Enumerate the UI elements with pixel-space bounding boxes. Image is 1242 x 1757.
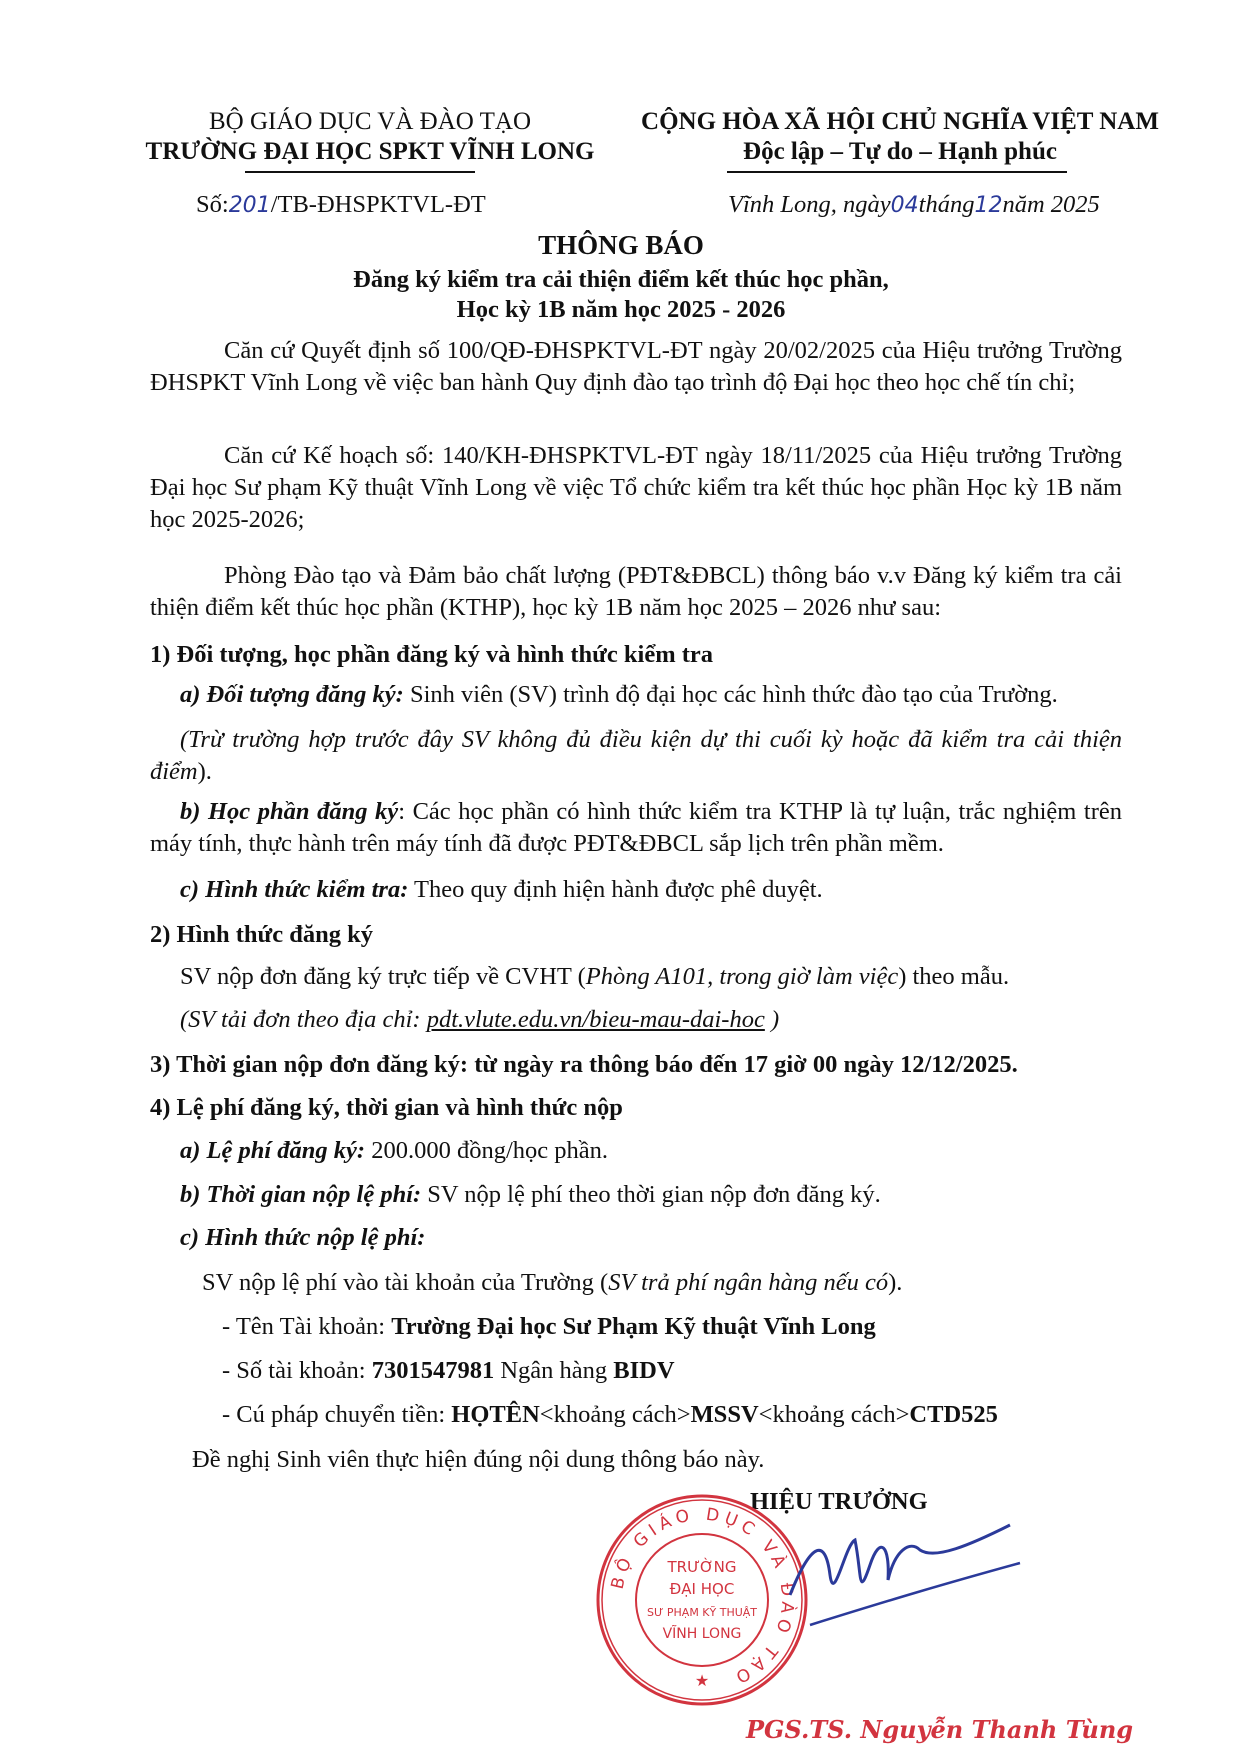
syntax-fullname: HỌTÊN xyxy=(451,1401,540,1428)
country-name: CỘNG HÒA XÃ HỘI CHỦ NGHĨA VIỆT NAM xyxy=(641,108,1159,135)
notice-subtitle-1: Đăng ký kiểm tra cải thiện điểm kết thúc học phần, xyxy=(353,266,889,293)
section-4a-label: a) Lệ phí đăng ký: xyxy=(180,1137,366,1164)
section-1-heading: 1) Đối tượng, học phần đăng ký và hình thức kiểm tra xyxy=(150,641,714,668)
payment-instruction-c: ). xyxy=(888,1269,903,1296)
notice-title: THÔNG BÁO xyxy=(538,230,704,260)
section-2-line-1b: Phòng A101, trong giờ làm việc xyxy=(585,963,899,990)
section-2-heading: 2) Hình thức đăng ký xyxy=(150,921,374,948)
school-name: TRƯỜNG ĐẠI HỌC SPKT VĨNH LONG xyxy=(145,138,595,165)
section-2-line-2a: (SV tải đơn theo địa chỉ: xyxy=(180,1006,427,1033)
stamp-star-icon: ★ xyxy=(694,1671,710,1690)
account-name: Trường Đại học Sư Phạm Kỹ thuật Vĩnh Long xyxy=(391,1313,876,1340)
section-1c-text: Theo quy định hiện hành được phê duyệt. xyxy=(408,876,823,903)
signer-role: HIỆU TRƯỞNG xyxy=(750,1488,928,1515)
syntax-code: CTD525 xyxy=(909,1401,998,1428)
notice-subtitle-2: Học kỳ 1B năm học 2025 - 2026 xyxy=(456,296,786,323)
section-4b-text: SV nộp lệ phí theo thời gian nộp đơn đăng ký. xyxy=(421,1181,881,1208)
handwritten-signature xyxy=(770,1505,1030,1635)
section-2-line-1a: SV nộp đơn đăng ký trực tiếp về CVHT ( xyxy=(180,963,586,990)
stamp-line-4: VĨNH LONG xyxy=(662,1626,742,1642)
transfer-syntax-label: - Cú pháp chuyển tiền: xyxy=(222,1401,452,1428)
section-3-heading: 3) Thời gian nộp đơn đăng ký: từ ngày ra thông báo đến 17 giờ 00 ngày 12/12/2025. xyxy=(150,1051,1018,1078)
syntax-space-1: <khoảng cách> xyxy=(539,1401,691,1428)
payment-instruction-b: SV trả phí ngân hàng nếu có xyxy=(608,1269,889,1296)
doc-number-suffix: /TB-ĐHSPKTVL-ĐT xyxy=(270,191,486,218)
account-number-label: - Số tài khoản: xyxy=(222,1357,372,1384)
section-1c-label: c) Hình thức kiểm tra: xyxy=(180,876,409,903)
payment-instruction xyxy=(202,1268,902,1298)
stamp-line-2: ĐẠI HỌC xyxy=(669,1580,735,1598)
section-1a-note xyxy=(150,724,1122,788)
date-month: 12 xyxy=(974,193,1003,218)
section-2-line-1 xyxy=(180,962,1009,992)
document-date xyxy=(728,190,1100,221)
section-1a-note-text: (Trừ trường hợp trước đây SV không đủ điều kiện dự thi cuối kỳ hoặc đã kiểm tra cải thiện điểm xyxy=(150,726,1122,785)
syntax-space-2: <khoảng cách> xyxy=(758,1401,910,1428)
basis-paragraph-3: Phòng Đào tạo và Đảm bảo chất lượng (PĐT&ĐBCL) thông báo v.v Đăng ký kiểm tra cải thiện điểm kết thúc học phần (KTHP), học kỳ 1B năm học 2025 – 2026 như sau: xyxy=(150,562,1122,621)
motto-underline xyxy=(727,171,1067,173)
transfer-syntax-line xyxy=(222,1400,998,1430)
section-4b-label: b) Thời gian nộp lệ phí: xyxy=(180,1181,422,1208)
section-4a xyxy=(180,1136,608,1166)
section-2-line-1c: ) theo mẫu. xyxy=(898,963,1010,990)
signer-name: PGS.TS. Nguyễn Thanh Tùng xyxy=(746,1715,1134,1744)
basis-paragraph-1: Căn cứ Quyết định số 100/QĐ-ĐHSPKTVL-ĐT ngày 20/02/2025 của Hiệu trưởng Trường ĐHSPKT Vĩnh Long về việc ban hành Quy định đào tạo trình độ Đại học theo học chế tín chỉ; xyxy=(150,337,1122,396)
section-2-line-2 xyxy=(180,1005,779,1035)
section-4b xyxy=(180,1180,881,1210)
syntax-student-id: MSSV xyxy=(690,1401,759,1428)
bank-name: BIDV xyxy=(613,1357,675,1384)
national-motto: Độc lập – Tự do – Hạnh phúc xyxy=(743,138,1057,165)
stamp-ring-text: BỘ GIÁO DỤC VÀ ĐÀO TẠO xyxy=(607,1504,798,1689)
bank-label: Ngân hàng xyxy=(494,1357,614,1384)
section-4-heading: 4) Lệ phí đăng ký, thời gian và hình thức nộp xyxy=(150,1094,623,1121)
section-4c-label: c) Hình thức nộp lệ phí: xyxy=(180,1224,426,1251)
account-name-label: - Tên Tài khoản: xyxy=(222,1313,392,1340)
section-1a-label: a) Đối tượng đăng ký: xyxy=(180,681,404,708)
date-month-label: tháng xyxy=(918,191,975,218)
section-1b-label: b) Học phần đăng ký xyxy=(180,798,399,825)
doc-number-prefix: Số: xyxy=(196,191,229,218)
section-1b xyxy=(150,796,1122,860)
section-2-line-2c: ) xyxy=(764,1006,780,1033)
account-number-line xyxy=(222,1356,675,1386)
stamp-line-1: TRƯỜNG xyxy=(667,1558,737,1576)
date-place: Vĩnh Long, ngày xyxy=(728,191,891,218)
account-number: 7301547981 xyxy=(371,1357,495,1384)
account-name-line xyxy=(222,1312,876,1342)
basis-paragraph-2: Căn cứ Kế hoạch số: 140/KH-ĐHSPKTVL-ĐT ngày 18/11/2025 của Hiệu trưởng Trường Đại học Sư phạm Kỹ thuật Vĩnh Long về việc Tổ chức kiểm tra kết thúc học phần Học kỳ 1B năm học 2025-2026; xyxy=(150,442,1122,533)
date-year: năm 2025 xyxy=(1002,191,1100,218)
school-underline xyxy=(245,171,475,173)
ministry-name: BỘ GIÁO DỤC VÀ ĐÀO TẠO xyxy=(209,108,531,135)
section-1a-text: Sinh viên (SV) trình độ đại học các hình thức đào tạo của Trường. xyxy=(403,681,1058,708)
document-number xyxy=(196,190,486,221)
form-download-link[interactable]: pdt.vlute.edu.vn/bieu-mau-dai-hoc xyxy=(426,1006,765,1033)
date-day: 04 xyxy=(890,193,919,218)
section-1a-note-end: ). xyxy=(197,758,212,785)
section-1b-text: : Các học phần có hình thức kiểm tra KTHP là tự luận, trắc nghiệm trên máy tính, thực hành trên máy tính đã được PĐT&ĐBCL sắp lịch trên phần mềm. xyxy=(150,798,1122,857)
section-1c xyxy=(180,875,823,905)
section-4a-text: 200.000 đồng/học phần. xyxy=(365,1137,609,1164)
closing-request: Đề nghị Sinh viên thực hiện đúng nội dung thông báo này. xyxy=(192,1446,765,1473)
doc-number-handwritten: 201 xyxy=(228,193,271,218)
section-1a xyxy=(180,680,1058,710)
payment-instruction-a: SV nộp lệ phí vào tài khoản của Trường ( xyxy=(202,1269,609,1296)
stamp-line-3: SƯ PHẠM KỸ THUẬT xyxy=(646,1606,758,1619)
